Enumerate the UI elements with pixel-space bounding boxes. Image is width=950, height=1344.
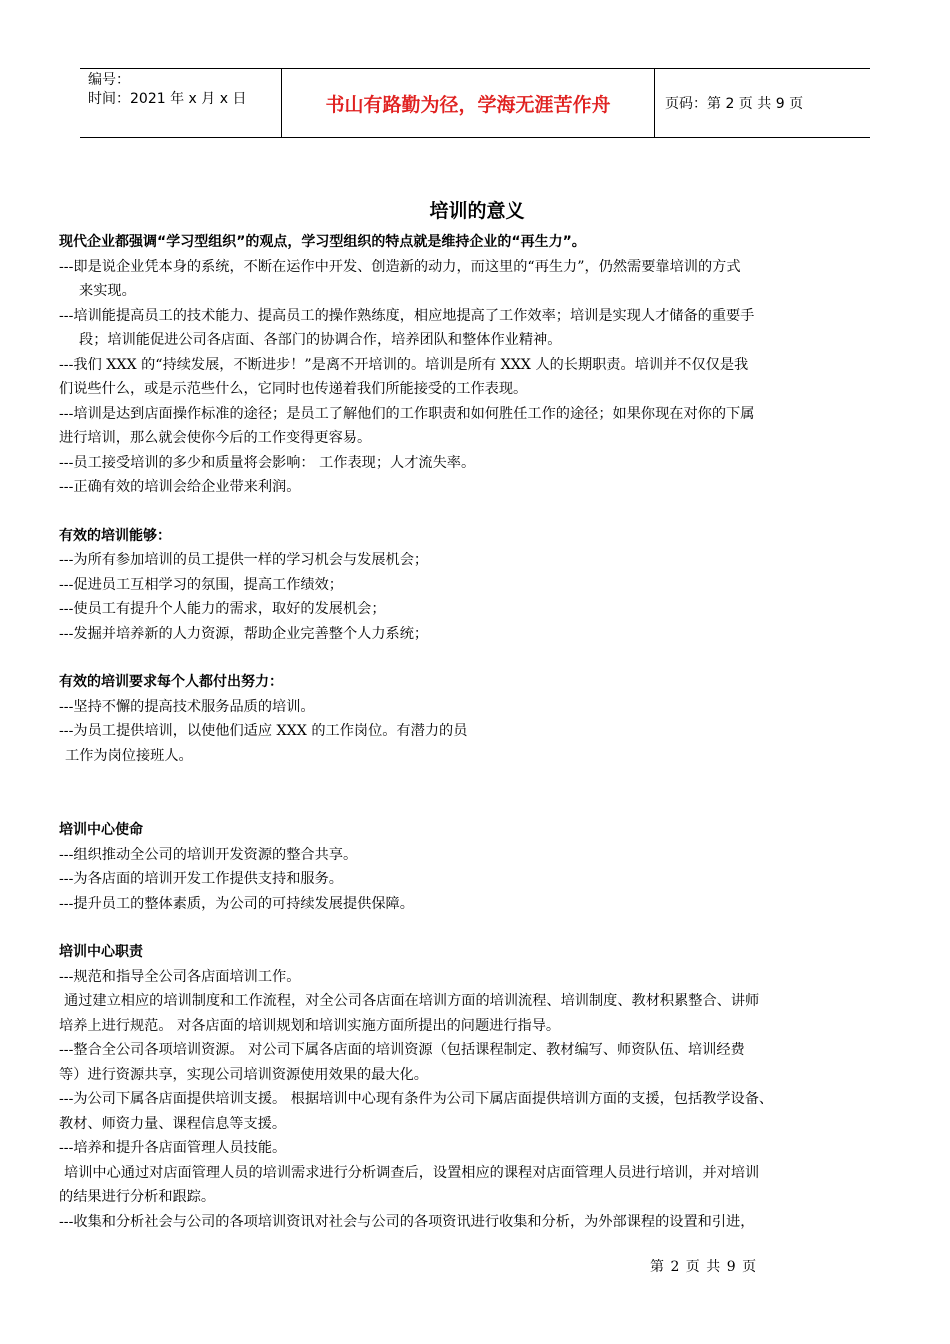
- list-item: ---提升员工的整体素质，为公司的可持续发展提供保障。: [59, 895, 414, 912]
- paragraph-line: ---我们 XXX 的“持续发展，不断进步！”是离不开培训的。培训是所有 XXX 人的长期职责。培训并不仅仅是我: [59, 356, 749, 373]
- document-body: [59, 196, 895, 1234]
- paragraph-line: ---正确有效的培训会给企业带来利润。: [59, 479, 301, 495]
- section-heading: 有效的培训要求每个人都付出努力：: [59, 674, 283, 690]
- paragraph-line: 等）进行资源共享，实现公司培训资源使用效果的最大化。: [59, 1066, 428, 1083]
- paragraph-line: ---为公司下属各店面提供培训支援。 根据培训中心现有条件为公司下属店面提供培训方面的支援，包括教学设备、: [59, 1091, 774, 1107]
- header-meta: [80, 69, 282, 137]
- page-header: [80, 68, 870, 138]
- date-label: 时间：2021 年 x 月 x 日: [88, 91, 247, 107]
- paragraph-line: 段；培训能促进公司各店面、各部门的协调合作，培养团队和整体作业精神。: [79, 332, 562, 348]
- header-page-info: 页码：第 2 页 共 9 页: [665, 96, 804, 112]
- list-item: ---组织推动全公司的培训开发资源的整合共享。: [59, 846, 358, 863]
- paragraph-line: ---员工接受培训的多少和质量将会影响： 工作表现；人才流失率。: [59, 454, 476, 471]
- paragraph-line: 教材、师资力量、课程信息等支援。: [59, 1115, 287, 1132]
- paragraph-line: 的结果进行分析和跟踪。: [59, 1189, 216, 1205]
- intro-paragraph: 现代企业都强调“学习型组织”的观点，学习型组织的特点就是维持企业的“再生力”。: [59, 234, 586, 250]
- paragraph-line: 培训中心通过对店面管理人员的培训需求进行分析调查后，设置相应的课程对店面管理人员进行培训，并对培训: [64, 1164, 760, 1181]
- paragraph-line: 培养上进行规范。 对各店面的培训规划和培训实施方面所提出的问题进行指导。: [59, 1017, 561, 1034]
- list-item: ---促进员工互相学习的氛围，提高工作绩效；: [59, 576, 343, 593]
- paragraph-line: 来实现。: [79, 283, 136, 299]
- page-title: 培训的意义: [429, 200, 525, 222]
- list-item: ---发掘并培养新的人力资源，帮助企业完善整个人力系统；: [59, 625, 429, 642]
- section-heading: 培训中心职责: [59, 944, 143, 960]
- list-item: ---规范和指导全公司各店面培训工作。: [59, 968, 301, 985]
- paragraph-line: ---培训能提高员工的技术能力、提高员工的操作熟练度，相应地提高了工作效率；培训是实现人才储备的重要手: [59, 307, 755, 324]
- paragraph-line: ---收集和分析社会与公司的各项培训资讯对社会与公司的各项资讯进行收集和分析，为外部课程的设置和引进，: [59, 1213, 755, 1230]
- paragraph-line: 进行培训，那么就会使你今后的工作变得更容易。: [59, 430, 372, 446]
- list-item: 工作为岗位接班人。: [65, 747, 193, 764]
- section-heading: 有效的培训能够：: [59, 527, 171, 544]
- page-footer: 第 2 页 共 9 页: [650, 1259, 758, 1275]
- list-item: ---培养和提升各店面管理人员技能。: [59, 1140, 287, 1156]
- list-item: ---使员工有提升个人能力的需求，取好的发展机会；: [59, 601, 386, 617]
- list-item: ---坚持不懈的提高技术服务品质的培训。: [59, 698, 315, 715]
- list-item: ---为所有参加培训的员工提供一样的学习机会与发展机会；: [59, 552, 429, 568]
- paragraph-line: ---即是说企业凭本身的系统，不断在运作中开发、创造新的动力，而这里的“再生力”，仍然需要靠培训的方式: [59, 258, 741, 275]
- header-motto: 书山有路勤为径，学海无涯苦作舟: [282, 69, 655, 137]
- list-item: ---为员工提供培训，以使他们适应 XXX 的工作岗位。有潜力的员: [59, 723, 468, 739]
- paragraph-line: 们说些什么，或是示范些什么，它同时也传递着我们所能接受的工作表现。: [59, 381, 528, 397]
- section-heading: 培训中心使命: [59, 822, 143, 838]
- paragraph-line: 通过建立相应的培训制度和工作流程，对全公司各店面在培训方面的培训流程、培训制度、教材积累整合、讲师: [64, 993, 760, 1009]
- paragraph-line: ---培训是达到店面操作标准的途径；是员工了解他们的工作职责和如何胜任工作的途径；如果你现在对你的下属: [59, 405, 755, 422]
- paragraph-line: ---整合全公司各项培训资源。 对公司下属各店面的培训资源（包括课程制定、教材编写、师资队伍、培训经费: [59, 1042, 745, 1058]
- number-label: 编号：: [88, 72, 130, 88]
- list-item: ---为各店面的培训开发工作提供支持和服务。: [59, 871, 343, 887]
